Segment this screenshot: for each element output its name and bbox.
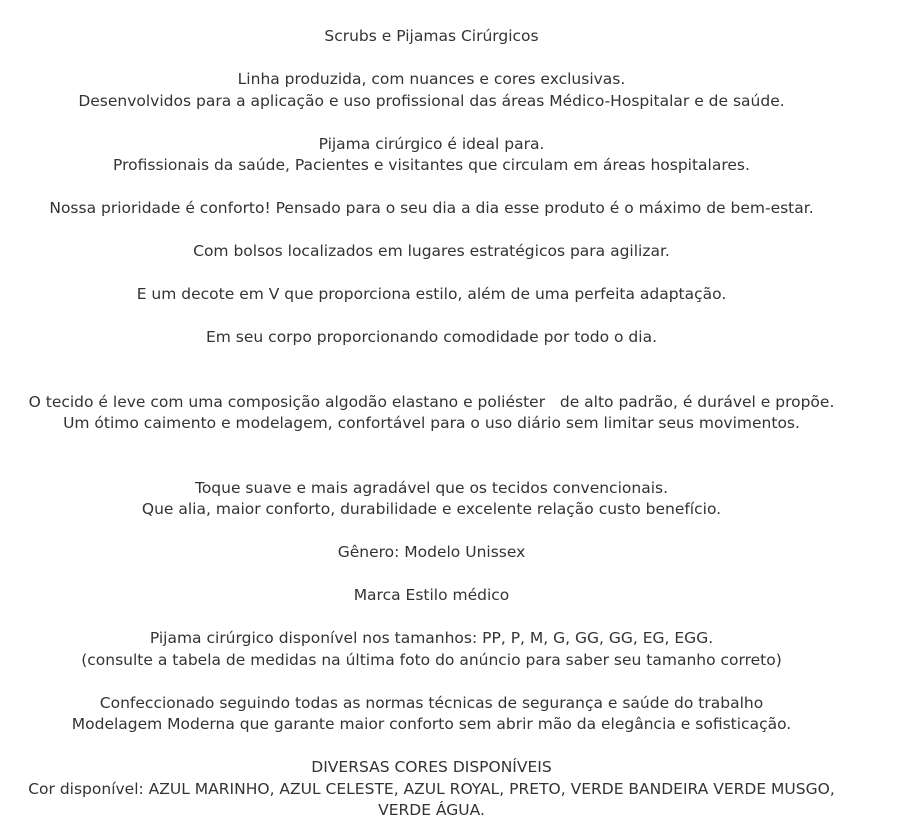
text-line-brand: Marca Estilo médico bbox=[353, 586, 510, 604]
text-line-size-note: (consulte a tabela de medidas na última foto do anúncio para saber seu tamanho correto) bbox=[81, 650, 782, 669]
text-line-intro-2: Desenvolvidos para a aplicação e uso profissional das áreas Médico-Hospitalar e de saúde. bbox=[78, 91, 785, 110]
blank-line bbox=[0, 456, 863, 478]
document-title: Scrubs e Pijamas Cirúrgicos bbox=[324, 27, 539, 45]
text-line-intro-1: Linha produzida, com nuances e cores exclusivas. bbox=[237, 70, 626, 88]
blank-line bbox=[0, 607, 863, 629]
text-line-fabric-2: Um ótimo caimento e modelagem, confortável para o uso diário sem limitar seus movimentos. bbox=[63, 414, 800, 432]
text-line-standards-2: Modelagem Moderna que garante maior conforto sem abrir mão da elegância e sofisticação. bbox=[71, 715, 792, 733]
text-line-priority: Nossa prioridade é conforto! Pensado para o seu dia a dia esse produto é o máximo de bem-estar. bbox=[49, 199, 814, 217]
blank-line bbox=[0, 671, 863, 693]
blank-line bbox=[0, 521, 863, 543]
blank-line bbox=[0, 220, 863, 242]
blank-line bbox=[0, 435, 863, 457]
blank-line bbox=[0, 349, 863, 371]
text-line-touch-1: Toque suave e mais agradável que os tecidos convencionais. bbox=[194, 478, 668, 497]
text-line-fabric-1: O tecido é leve com uma composição algodão elastano e poliéster de alto padrão, é durável e propõe. bbox=[28, 392, 835, 411]
text-line-standards-1: Confeccionado seguindo todas as normas técnicas de segurança e saúde do trabalho bbox=[99, 693, 764, 712]
text-line-colors-list-2: VERDE ÁGUA. bbox=[378, 801, 485, 819]
blank-line bbox=[0, 306, 863, 328]
blank-line bbox=[0, 48, 863, 70]
text-line-colors-heading: DIVERSAS CORES DISPONÍVEIS bbox=[311, 758, 552, 776]
blank-line bbox=[0, 177, 863, 199]
blank-line bbox=[0, 112, 863, 134]
text-line-vneck: E um decote em V que proporciona estilo, além de uma perfeita adaptação. bbox=[136, 285, 727, 303]
text-line-comfort: Em seu corpo proporcionando comodidade por todo o dia. bbox=[205, 328, 657, 346]
text-line-gender: Gênero: Modelo Unissex bbox=[337, 543, 526, 561]
blank-line bbox=[0, 736, 863, 758]
blank-line bbox=[0, 370, 863, 392]
text-line-sizes: Pijama cirúrgico disponível nos tamanhos: PP, P, M, G, GG, GG, EG, EGG. bbox=[149, 629, 714, 647]
text-line-touch-2: Que alia, maior conforto, durabilidade e excelente relação custo benefício. bbox=[141, 500, 722, 518]
blank-line bbox=[0, 564, 863, 586]
text-line-colors-list-1: Cor disponível: AZUL MARINHO, AZUL CELESTE, AZUL ROYAL, PRETO, VERDE BANDEIRA VERDE MUSGO, bbox=[28, 779, 835, 798]
blank-line bbox=[0, 263, 863, 285]
text-line-ideal-2: Profissionais da saúde, Pacientes e visitantes que circulam em áreas hospitalares. bbox=[113, 156, 750, 174]
text-line-pockets: Com bolsos localizados em lugares estratégicos para agilizar. bbox=[193, 242, 670, 260]
text-line-ideal-1: Pijama cirúrgico é ideal para. bbox=[318, 134, 545, 153]
